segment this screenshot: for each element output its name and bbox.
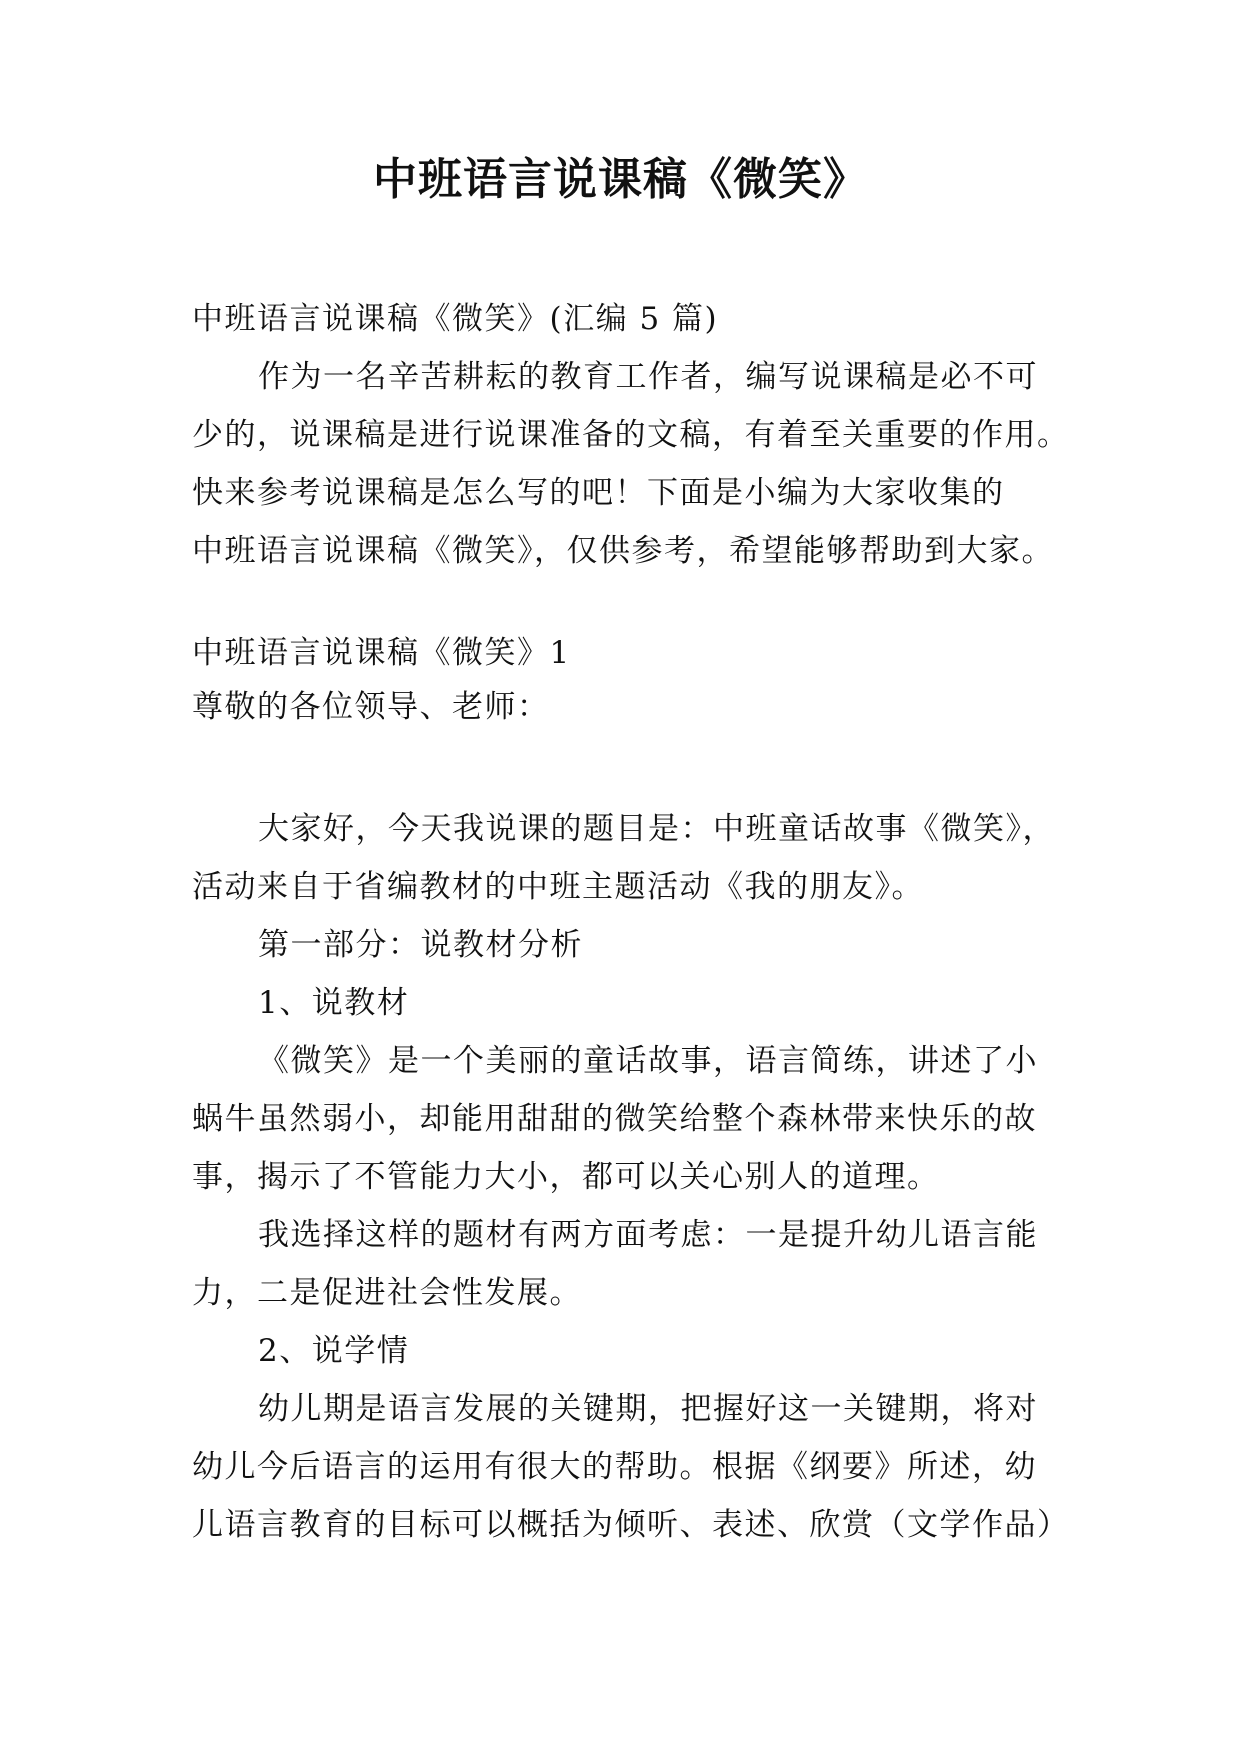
intro-line-2: 少的，说课稿是进行说课准备的文稿，有着至关重要的作用。 [192, 417, 1070, 453]
intro-line-4: 中班语言说课稿《微笑》，仅供参考，希望能够帮助到大家。 [192, 533, 1054, 569]
intro-line-3: 快来参考说课稿是怎么写的吧！下面是小编为大家收集的 [192, 475, 1005, 511]
sub1-reason-line-2: 力，二是促进社会性发展。 [192, 1275, 582, 1311]
sub2-heading: 2、说学情 [258, 1333, 410, 1369]
section1-heading: 中班语言说课稿《微笑》1 [192, 635, 571, 671]
opening-line-2: 活动来自于省编教材的中班主题活动《我的朋友》。 [192, 869, 924, 905]
sub2-body-line-2: 幼儿今后语言的运用有很大的帮助。根据《纲要》所述，幼 [192, 1449, 1037, 1485]
document-title: 中班语言说课稿《微笑》 [373, 154, 868, 205]
opening-line-1: 大家好，今天我说课的题目是：中班童话故事《微笑》， [258, 811, 1055, 847]
sub2-body-line-3: 儿语言教育的目标可以概括为倾听、表述、欣赏（文学作品） [192, 1507, 1070, 1543]
sub1-body-line-1: 《微笑》是一个美丽的童话故事，语言简练，讲述了小 [258, 1043, 1038, 1079]
intro-line-1: 作为一名辛苦耕耘的教育工作者，编写说课稿是必不可 [258, 359, 1038, 395]
sub1-reason-line-1: 我选择这样的题材有两方面考虑：一是提升幼儿语言能 [258, 1217, 1038, 1253]
sub2-body-line-1: 幼儿期是语言发展的关键期，把握好这一关键期，将对 [258, 1391, 1038, 1427]
document-body [192, 290, 1070, 1554]
sub1-body-line-2: 蜗牛虽然弱小，却能用甜甜的微笑给整个森林带来快乐的故 [192, 1101, 1037, 1137]
greeting: 尊敬的各位领导、老师： [192, 689, 550, 725]
sub1-heading: 1、说教材 [258, 985, 410, 1021]
sub1-body-line-3: 事，揭示了不管能力大小，都可以关心别人的道理。 [192, 1159, 940, 1195]
part1-heading: 第一部分：说教材分析 [258, 927, 583, 963]
document-subtitle: 中班语言说课稿《微笑》(汇编 5 篇) [192, 301, 719, 337]
